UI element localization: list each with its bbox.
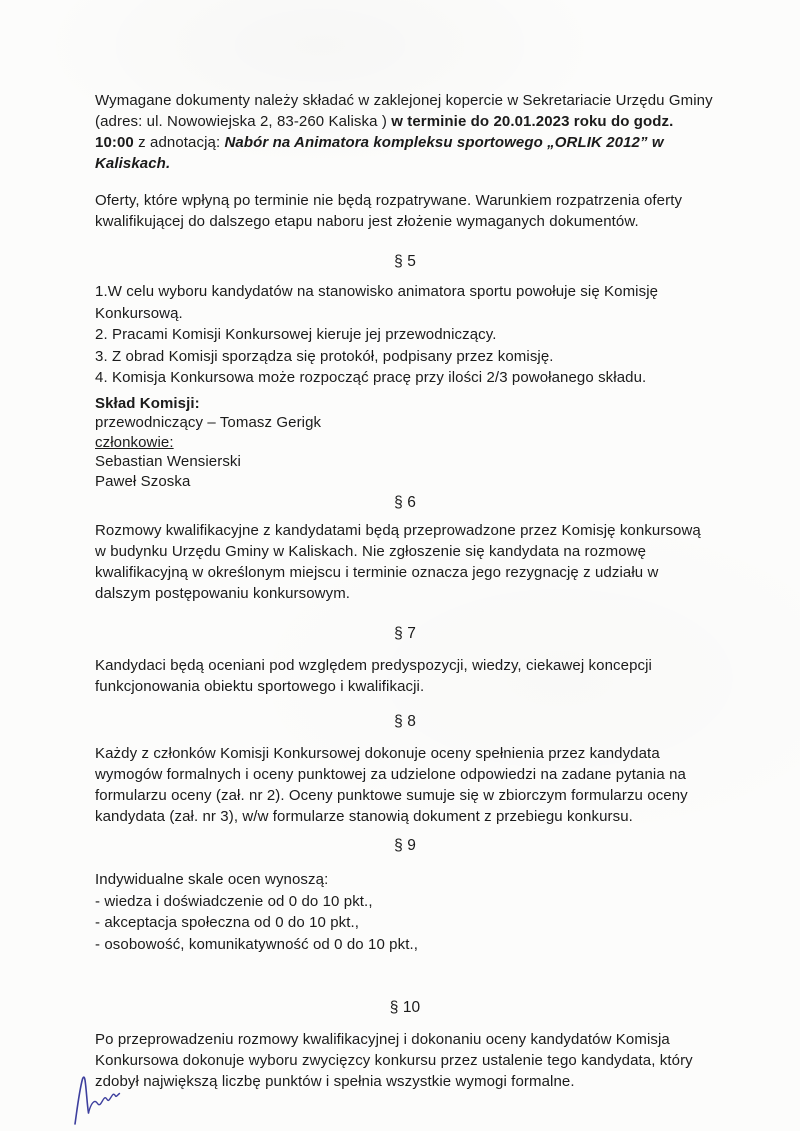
list-item: - osobowość, komunikatywność od 0 do 10 pkt.,: [95, 935, 419, 953]
section-10-heading: § 10: [389, 999, 421, 1016]
committee-title: Skład Komisji:: [95, 394, 200, 412]
paragraph-submission-requirements: [95, 90, 715, 174]
handwritten-signature: [46, 1066, 130, 1128]
annotation-bold-italic-text: Nabór na Animatora kompleksu sportowego „ORLIK 2012” w Kaliskach.: [95, 134, 664, 172]
committee-chairman: przewodniczący – Tomasz Gerigk: [95, 414, 322, 431]
section-10-paragraph: Po przeprowadzeniu rozmowy kwalifikacyjnej i dokonaniu oceny kandydatów Komisja Konkursowa dokonuje wyboru zwycięzcy konkursu przez ustalenie tego kandydata, który zdobył największą liczbę punktów i spełnia wszystkie wymogi formalne.: [95, 1031, 693, 1090]
document-body: [95, 90, 715, 1092]
section-8-heading: § 8: [394, 713, 416, 730]
section-9-heading: § 9: [394, 837, 416, 854]
submission-text-part1: Wymagane dokumenty należy składać w zaklejonej kopercie w Sekretariacie Urzędu Gminy (adres: ul. Nowowiejska 2, 83-260 Kaliska ): [95, 92, 713, 130]
list-item: 4. Komisja Konkursowa może rozpocząć pracę przy ilości 2/3 powołanego składu.: [95, 369, 647, 386]
section-6-heading: § 6: [394, 494, 416, 511]
section-7-heading: § 7: [394, 625, 416, 642]
submission-text-part2: z adnotacją:: [133, 134, 225, 151]
committee-member: Sebastian Wensierski: [95, 453, 241, 470]
section-5-list: [95, 281, 715, 389]
section-8-paragraph: Każdy z członków Komisji Konkursowej dokonuje oceny spełnienia przez kandydata wymogów formalnych i oceny punktowej za udzielone odpowiedzi na zadane pytania na formularzu oceny (zał. nr 2). Oceny punktowe sumuje się w zbiorczym formularzu oceny kandydata (zał. nr 3), w/w formularze stanowią dokument z przebiegu konkursu.: [95, 745, 688, 825]
section-6-paragraph: Rozmowy kwalifikacyjne z kandydatami będą przeprowadzone przez Komisję konkursową w budynku Urzędu Gminy w Kaliskach. Nie zgłoszenie się kandydata na rozmowę kwalifikacyjną w określonym miejscu i terminie oznacza jego rezygnację z udziału w dalszym postępowaniu konkursowym.: [95, 522, 701, 602]
section-9-list: [95, 869, 715, 955]
deadline-bold-text: w terminie do 20.01.2023 roku do godz. 10:00: [95, 113, 674, 151]
list-item: - akceptacja społeczna od 0 do 10 pkt.,: [95, 914, 360, 931]
section-7-paragraph: Kandydaci będą oceniani pod względem predyspozycji, wiedzy, ciekawej koncepcji funkcjonowania obiektu sportowego i kwalifikacji.: [95, 657, 652, 695]
section-5-heading: § 5: [394, 253, 416, 270]
list-item: - wiedza i doświadczenie od 0 do 10 pkt.,: [95, 892, 373, 910]
paragraph-late-offers: Oferty, które wpłyną po terminie nie będą rozpatrywane. Warunkiem rozpatrzenia oferty kwalifikującej do dalszego etapu naboru jest złożenie wymaganych dokumentów.: [95, 192, 683, 230]
committee-members-label: członkowie:: [95, 433, 174, 451]
list-item: Indywidualne skale ocen wynoszą:: [95, 871, 329, 888]
committee-member: Paweł Szoska: [95, 472, 191, 490]
committee-composition: [95, 394, 715, 492]
list-item: 2. Pracami Komisji Konkursowej kieruje jej przewodniczący.: [95, 326, 497, 343]
list-item: 3. Z obrad Komisji sporządza się protokół, podpisany przez komisję.: [95, 347, 554, 365]
list-item: 1.W celu wyboru kandydatów na stanowisko animatora sportu powołuje się Komisję Konkursową.: [95, 283, 659, 322]
